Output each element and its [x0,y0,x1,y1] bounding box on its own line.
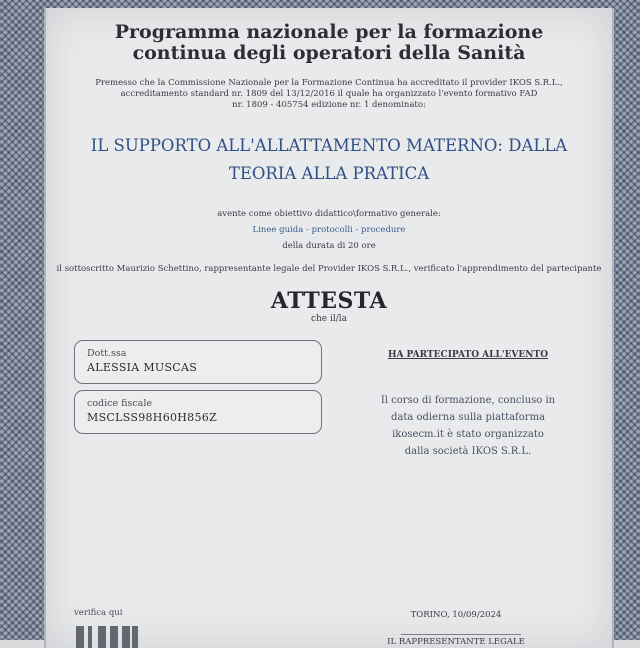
goal-objective: Linee guida - protocolli - procedure [252,225,406,235]
verify-label: verifica qui [74,608,123,618]
course-line-1: Il corso di formazione, concluso in [380,395,556,406]
attesta-title: ATTESTA [270,288,388,314]
signer-label: IL RAPPRESENTANTE LEGALE [387,637,525,647]
fiscal-code-value: MSCLSS98H60H856Z [87,411,218,424]
fiscal-code-box [74,390,322,434]
declaration-text: il sottoscritto Maurizio Schettino, rappresentante legale del Provider IKOS S.R.L., verificato l'apprendimento del partecipante [56,264,602,274]
course-line-2: data odierna sulla piattaforma [390,412,546,423]
participant-title-label: Dott.ssa [87,348,127,359]
event-title-line-1: IL SUPPORTO ALL'ALLATTAMENTO MATERNO: DALLA [90,136,568,155]
program-title-line-2: continua degli operatori della Sanità [132,42,526,64]
attesta-subtitle: che il/la [310,314,348,324]
participant-name: ALESSIA MUSCAS [87,361,198,374]
program-title [46,22,612,64]
program-title-line-1: Programma nazionale per la formazione [114,21,544,43]
signature-line [401,634,521,635]
qr-code-icon[interactable] [76,626,138,648]
place-date: TORINO, 10/09/2024 [410,610,502,620]
fiscal-code-label: codice fiscale [87,398,152,409]
accreditation-intro [86,78,572,111]
certificate-sheet [44,8,614,648]
event-title [66,132,592,188]
course-line-3: ikosecm.it è stato organizzato [392,429,544,440]
participant-name-box [74,340,322,384]
goal-block [106,206,552,254]
intro-line-3: nr. 1809 - 405754 edizione nr. 1 denominato: [232,100,426,110]
participation-heading: HA PARTECIPATO ALL'EVENTO [387,350,549,360]
event-title-line-2: TEORIA ALLA PRATICA [228,164,430,183]
intro-line-1: Premesso che la Commissione Nazionale per la Formazione Continua ha accreditato il provider IKOS S.R.L., [95,78,563,88]
goal-duration: della durata di 20 ore [282,241,376,251]
goal-intro: avente come obiettivo didattico\formativo generale: [217,209,441,219]
course-line-4: dalla società IKOS S.R.L. [404,446,532,457]
intro-line-2: accreditamento standard nr. 1809 del 13/12/2016 il quale ha organizzato l'evento formativo FAD [120,89,538,99]
course-description [368,392,568,460]
